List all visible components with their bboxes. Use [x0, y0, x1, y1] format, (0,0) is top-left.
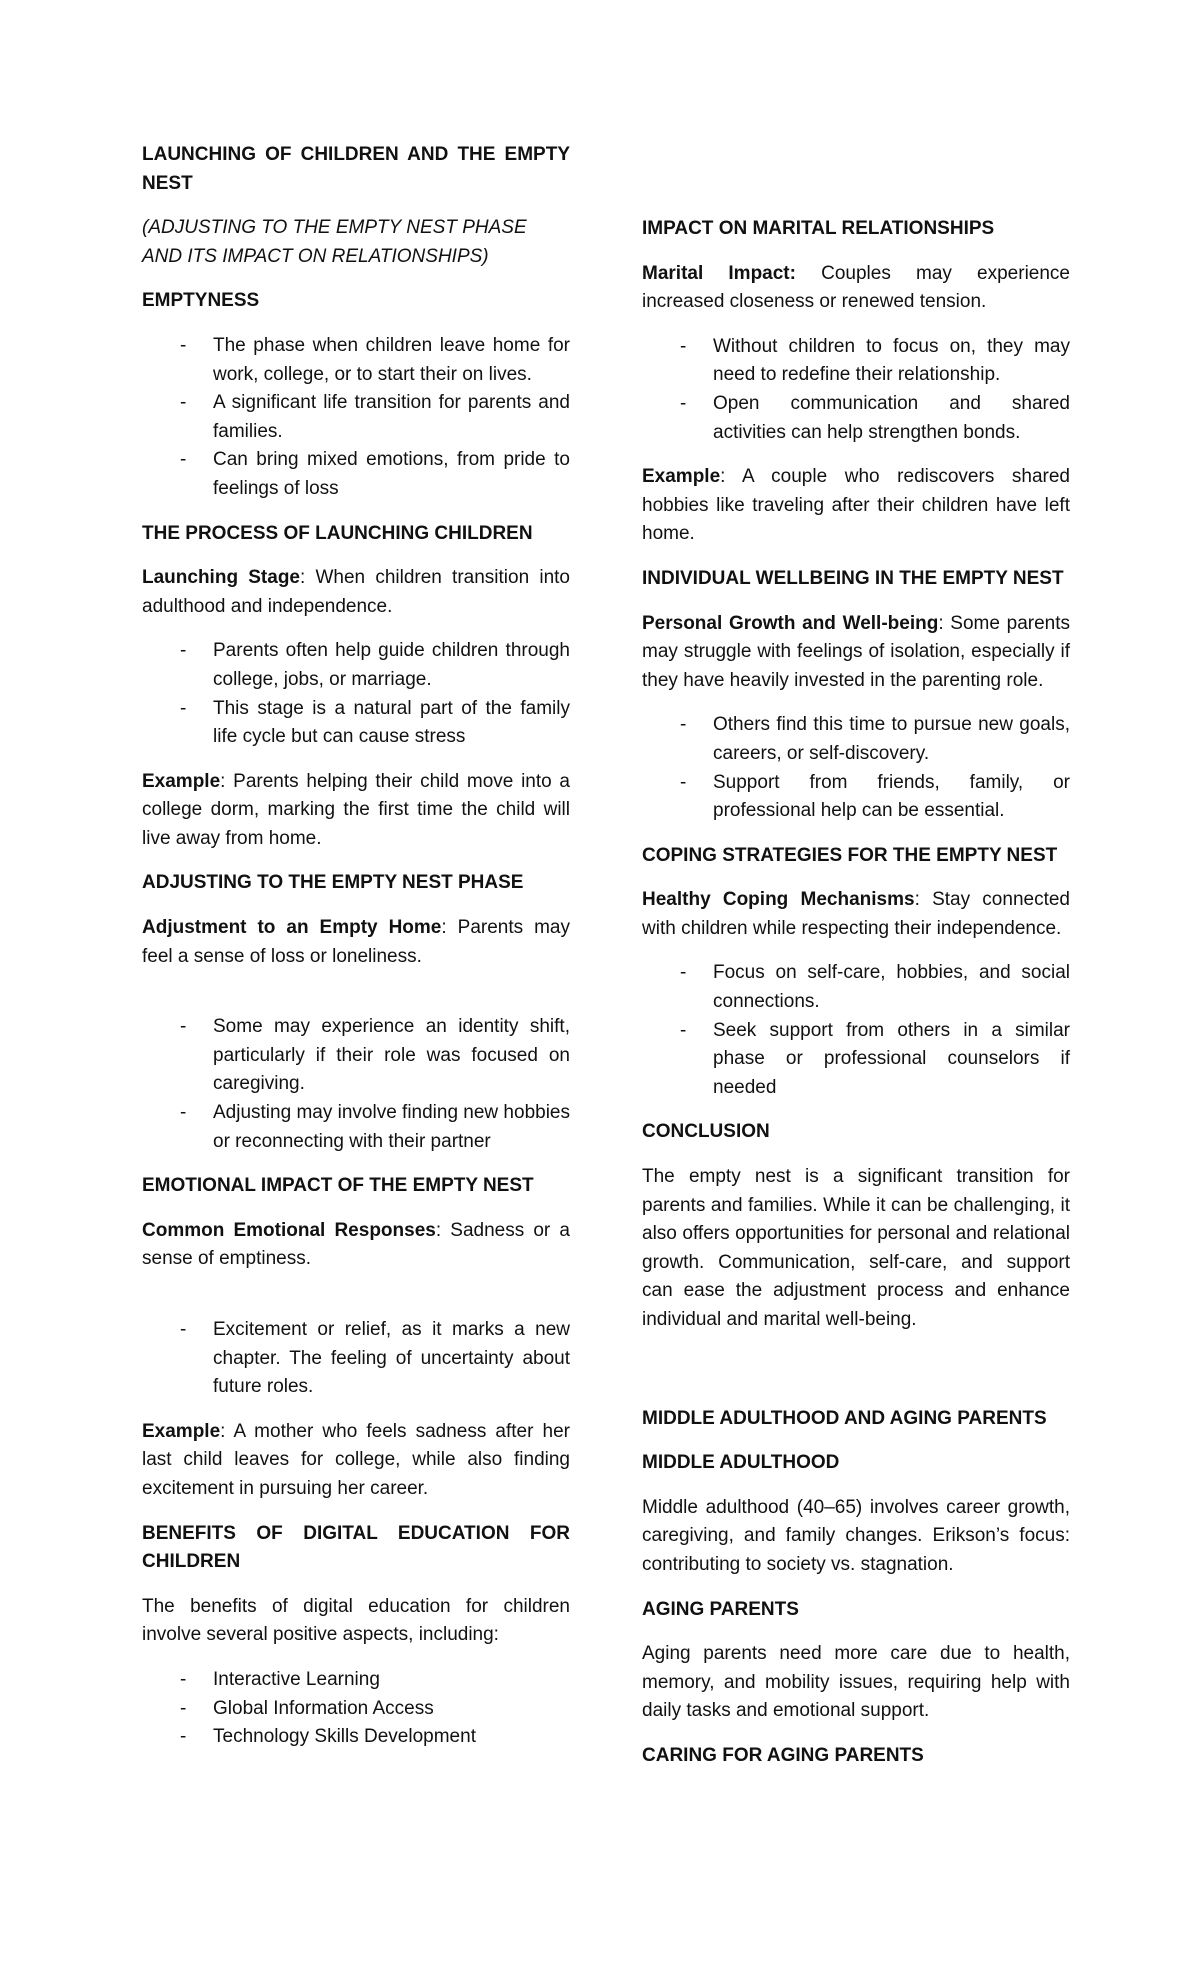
section-heading-middle: MIDDLE ADULTHOOD — [642, 1452, 840, 1474]
aging-text: Aging parents need more care due to health, memory, and mobility issues, requiring help with daily tasks and emotional support. — [642, 1643, 1070, 1722]
adjusting-list — [142, 1013, 570, 1156]
section-title-middle-adulthood: MIDDLE ADULTHOOD AND AGING PARENTS — [642, 1407, 1047, 1429]
adjusting-lead — [142, 914, 570, 971]
digital-list — [142, 1666, 570, 1752]
process-lead — [142, 564, 570, 621]
emotional-example — [142, 1418, 570, 1504]
section-heading-emptyness: EMPTYNESS — [142, 290, 260, 312]
list-item: - The phase when children leave home for work, college, or to start their on lives. — [142, 332, 570, 389]
lead-label: Personal Growth and Well-being — [642, 612, 939, 634]
list-item: - Technology Skills Development — [142, 1723, 570, 1752]
list-item: - Can bring mixed emotions, from pride to feelings of loss — [142, 446, 570, 503]
list-item: - Seek support from others in a similar phase or professional counselors if needed — [642, 1017, 1070, 1103]
marital-lead — [642, 260, 1070, 317]
list-item: - Interactive Learning — [142, 1666, 570, 1695]
list-item: - Global Information Access — [142, 1695, 570, 1724]
section-heading-adjusting: ADJUSTING TO THE EMPTY NEST PHASE — [142, 872, 524, 894]
emptyness-list — [142, 332, 570, 504]
lead-label: Launching Stage — [142, 567, 300, 589]
section-heading-process: THE PROCESS OF LAUNCHING CHILDREN — [142, 522, 533, 544]
section-heading-caring: CARING FOR AGING PARENTS — [642, 1744, 924, 1766]
section-heading-conclusion: CONCLUSION — [642, 1121, 770, 1143]
list-item: - Excitement or relief, as it marks a new chapter. The feeling of uncertainty about future roles. — [142, 1316, 570, 1402]
list-item: - Some may experience an identity shift, particularly if their role was focused on caregiving. — [142, 1013, 570, 1099]
lead-text: : Parents may feel a sense of loss or loneliness. — [142, 917, 571, 967]
lead-label: Marital Impact: — [642, 262, 796, 284]
example-text: : Parents helping their child move into a college dorm, marking the first time the child will live away from home. — [142, 770, 570, 849]
list-item: - A significant life transition for parents and families. — [142, 389, 570, 446]
list-item: - This stage is a natural part of the family life cycle but can cause stress — [142, 695, 570, 752]
section-heading-coping: COPING STRATEGIES FOR THE EMPTY NEST — [642, 844, 1058, 866]
spacer — [142, 1290, 570, 1316]
lead-label: Common Emotional Responses — [142, 1219, 436, 1241]
section-heading-wellbeing: INDIVIDUAL WELLBEING IN THE EMPTY NEST — [642, 567, 1064, 589]
section-heading-marital: IMPACT ON MARITAL RELATIONSHIPS — [642, 218, 995, 239]
conclusion-text: The empty nest is a significant transition for parents and families. While it can be challenging, it also offers opportunities for personal and relational growth. Communication, self-care, and support can ease the adjustment process and enhance individual and marital well-being. — [642, 1166, 1070, 1330]
left-column — [142, 141, 570, 1768]
example-label: Example — [142, 1420, 221, 1442]
lead-text: : Some parents may struggle with feelings of isolation, especially if they have heavily invested in the parenting role. — [642, 612, 1071, 691]
list-item: - Parents often help guide children through college, jobs, or marriage. — [142, 637, 570, 694]
lead-text: : Sadness or a sense of emptiness. — [142, 1219, 570, 1270]
process-example — [142, 768, 570, 854]
example-text: : A couple who rediscovers shared hobbies like traveling after their children have left home. — [642, 466, 1070, 545]
document-title: LAUNCHING OF CHILDREN AND THE EMPTY NEST — [142, 144, 570, 194]
spacer — [142, 987, 570, 1013]
lead-label: Healthy Coping Mechanisms — [642, 889, 915, 911]
coping-lead — [642, 886, 1070, 943]
example-text: : A mother who feels sadness after her last child leaves for college, while also finding excitement in pursuing her career. — [142, 1420, 570, 1499]
lead-text: : When children transition into adulthood and independence. — [142, 567, 570, 617]
middle-text: Middle adulthood (40–65) involves career growth, caregiving, and family changes. Erikson’s focus: contributing to society vs. stagnation. — [642, 1496, 1070, 1575]
emotional-lead — [142, 1217, 570, 1274]
emotional-list — [142, 1316, 570, 1402]
section-heading-digital: BENEFITS OF DIGITAL EDUCATION FOR CHILDREN — [142, 1522, 570, 1573]
list-item: - Focus on self-care, hobbies, and social connections. — [642, 959, 1070, 1016]
list-item: - Without children to focus on, they may need to redefine their relationship. — [642, 333, 1070, 390]
section-heading-emotional: EMOTIONAL IMPACT OF THE EMPTY NEST — [142, 1175, 534, 1197]
lead-text: Couples may experience increased closeness or renewed tension. — [642, 262, 1070, 313]
example-label: Example — [642, 466, 721, 488]
list-item: - Adjusting may involve finding new hobbies or reconnecting with their partner — [142, 1099, 570, 1156]
list-item: - Support from friends, family, or professional help can be essential. — [642, 769, 1070, 826]
process-list — [142, 637, 570, 751]
digital-intro: The benefits of digital education for children involve several positive aspects, including: — [142, 1595, 570, 1646]
section-heading-aging: AGING PARENTS — [642, 1598, 799, 1620]
wellbeing-list — [642, 711, 1070, 825]
example-label: Example — [142, 770, 221, 792]
document-subtitle: (ADJUSTING TO THE EMPTY NEST PHASE AND ITS IMPACT ON RELATIONSHIPS) — [142, 217, 527, 267]
list-item: - Open communication and shared activities can help strengthen bonds. — [642, 390, 1070, 447]
marital-example — [642, 463, 1070, 549]
wellbeing-lead — [642, 610, 1070, 696]
coping-list — [642, 959, 1070, 1102]
spacer — [642, 1351, 1070, 1405]
lead-text: : Stay connected with children while respecting their independence. — [642, 889, 1070, 939]
lead-label: Adjustment to an Empty Home — [142, 917, 442, 939]
marital-list — [642, 333, 1070, 447]
list-item: - Others find this time to pursue new goals, careers, or self-discovery. — [642, 711, 1070, 768]
right-column — [642, 215, 1070, 1787]
